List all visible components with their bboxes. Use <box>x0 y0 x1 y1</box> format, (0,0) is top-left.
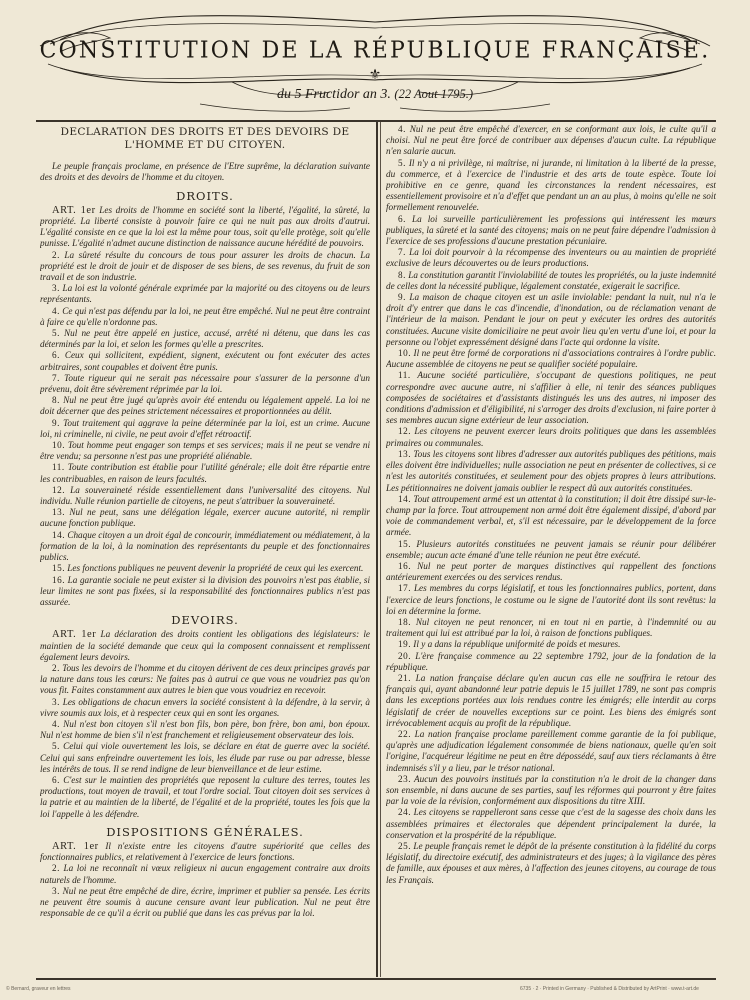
article-number: ART. 1er <box>52 629 97 641</box>
article <box>40 563 370 574</box>
declaration-title: DECLARATION DES DROITS ET DES DEVOIRS DE L'HOMME ET DU CITOYEN. <box>60 126 350 151</box>
article-text: Celui qui viole ouvertement les lois, se déclare en état de guerre avec la société. Celui qui sans enfreindre ouvertement les lois, les élude par ruse ou par adresse, blesse les intérêts de tous. Il se rend indigne de leur bienveillance et de leur estime. <box>40 741 370 774</box>
article-number: 8. <box>398 269 406 280</box>
article-number: 16. <box>398 560 411 571</box>
article-number: 8. <box>52 395 60 406</box>
article <box>386 583 716 617</box>
article-number: 2. <box>52 662 60 673</box>
article <box>40 328 370 350</box>
fleur-de-lis-icon: ⚜ <box>368 67 382 83</box>
article <box>40 719 370 741</box>
article-number: 14. <box>398 493 411 504</box>
article-text: Les fonctions publiques ne peuvent devenir la propriété de ceux qui les exercent. <box>67 563 364 574</box>
document-title: CONSTITUTION DE LA RÉPUBLIQUE FRANÇAISE. <box>39 37 711 64</box>
article-text: La loi ne reconnaît ni vœux religieux ni aucun engagement contraire aux droits naturels de l'homme. <box>40 863 370 885</box>
article <box>386 561 716 583</box>
article-text: Toute contribution est établie pour l'utilité générale; elle doit être répartie entre les contribuables, en raison de leurs facultés. <box>40 462 370 484</box>
article <box>40 485 370 507</box>
article-text: Aucun des pouvoirs institués par la constitution n'a le droit de la changer dans son ensemble, ni dans aucune de ses parties, sauf les réformes qui pourront y être faites par la voie de la révision, conformément aux dispositions du titre XIII. <box>386 773 716 807</box>
article-text: Nul ne peut être empêché de dire, écrire, imprimer et publier sa pensée. Les écrits ne peuvent être soumis à aucune censure avant leur publication. Nul ne peut être responsable de ce qu'il a écrit ou publié que dans les cas prévus par la loi. <box>40 885 370 919</box>
article-number: 6. <box>52 350 60 361</box>
article-number: 12. <box>52 484 65 495</box>
article-text: La nation française proclame pareillement comme garantie de la foi publique, qu'après une adjudication légalement consommée de biens nationaux, quelle qu'en soit l'origine, l'acquéreur légitime ne peut en être dépossédé, sauf aux tiers réclamants à être indemnisés s'il y a lieu, par le trésor national. <box>386 728 716 773</box>
article <box>386 214 716 248</box>
article-number: 3. <box>52 283 60 294</box>
article-text: Il y a dans la république uniformité de poids et mesures. <box>413 639 621 650</box>
article <box>386 247 716 269</box>
article-text: Les obligations de chacun envers la société consistent à la défendre, à la servir, à vivre soumis aux lois, et à respecter ceux qui en sont les organes. <box>40 696 370 718</box>
article <box>40 395 370 417</box>
article-number: ART. 1er <box>52 840 99 852</box>
article <box>386 673 716 729</box>
article-text: La sûreté résulte du concours de tous pour assurer les droits de chacun. La propriété est le droit de jouir et de disposer de ses biens, de ses revenus, du fruit de son travail et de son industrie. <box>40 249 370 283</box>
article <box>386 124 716 158</box>
article <box>40 283 370 305</box>
article <box>40 373 370 395</box>
article-number: 20. <box>398 650 411 661</box>
article-number: 12. <box>398 426 411 437</box>
article <box>40 205 370 250</box>
dispositions-continued-list <box>386 124 716 886</box>
article-number: 18. <box>398 616 411 627</box>
article <box>40 697 370 719</box>
article <box>386 651 716 673</box>
document-header <box>0 0 750 118</box>
article <box>40 775 370 820</box>
article-text: La loi surveille particulièrement les professions qui intéressent les mœurs publiques, la sûreté et la santé des citoyens; mais on ne peut faire dépendre l'admission à l'exercice de ses professions d'aucune prestation pécuniaire. <box>386 213 716 247</box>
article <box>40 418 370 440</box>
article-text: Tous les citoyens sont libres d'adresser aux autorités publiques des pétitions, mais elles doivent être individuelles; nulle association ne peut en présenter de collectives, si ce n'est les autorités constituées, et seulement pour des objets propres à leurs attributions. Les pétitionnaires ne doivent jamais oublier le respect dû aux autorités constituées. <box>386 448 716 493</box>
footer-publisher: 6735 · 2 · Printed in Germany · Published & Distributed by ArtPrint · www.t-art.de <box>520 986 699 992</box>
article <box>386 348 716 370</box>
article-number: 19. <box>398 639 411 650</box>
article-text: Nul ne peut être appelé en justice, accusé, arrêté ni détenu, que dans les cas déterminés par la loi, et selon les formes qu'elle a prescrites. <box>40 328 370 350</box>
article <box>386 270 716 292</box>
article-text: Nul ne peut être jugé qu'après avoir été entendu ou légalement appelé. La loi ne doit décerner que des peines strictement nécessaires et proportionnées au délit. <box>40 395 370 417</box>
article-number: 23. <box>398 773 411 784</box>
article-text: La déclaration des droits contient les obligations des législateurs: le maintien de la société demande que ceux qui la composent connaissent et remplissent également leurs devoirs. <box>40 629 370 662</box>
article-text: Nul ne peut, sans une délégation légale, exercer aucune autorité, ni remplir aucune fonction publique. <box>40 507 370 529</box>
article-number: 7. <box>52 372 60 383</box>
devoirs-heading: DEVOIRS. <box>171 613 239 628</box>
article-number: 24. <box>398 807 411 818</box>
article <box>386 617 716 639</box>
article-number: 14. <box>52 529 65 540</box>
article <box>386 729 716 774</box>
article-number: 4. <box>52 718 60 729</box>
article-number: 2. <box>52 863 60 874</box>
article-text: Nul n'est bon citoyen s'il n'est bon fils, bon père, bon frère, bon ami, bon époux. Nul n'est homme de bien s'il n'est franchement et religieusement observateur des lois. <box>40 718 370 741</box>
article <box>40 629 370 663</box>
article-text: Nul ne peut être empêché d'exercer, en se conformant aux lois, le culte qu'il a choisi. Nul ne peut être forcé de contribuer aux dépenses d'aucun culte. La république n'en salarie aucun. <box>386 124 716 157</box>
article-number: 5. <box>52 328 60 339</box>
article-number: 5. <box>52 741 60 752</box>
article <box>40 741 370 775</box>
article-text: Les droits de l'homme en société sont la liberté, l'égalité, la sûreté, la propriété. La liberté consiste à pouvoir faire ce qui ne nuit pas aux droits d'autrui. L'égalité consiste en ce que la loi est la même pour tous, soit qu'elle protège, soit qu'elle punisse. L'égalité n'admet aucune distinction de naissance aucune hérédité de pouvoirs. <box>40 204 370 249</box>
article <box>386 292 716 348</box>
article-number: 15. <box>398 538 411 549</box>
article-text: Il n'existe entre les citoyens d'autre supériorité que celles des fonctionnaires publics, et relativement à l'exercice de leurs fonctions. <box>40 840 370 863</box>
article <box>386 774 716 808</box>
article-text: La constitution garantit l'inviolabilité de toutes les propriétés, ou la juste indemnité de celles dont la nécessité publique, légalement constatée, exigerait le sacrifice. <box>386 269 716 291</box>
article-number: 11. <box>398 370 411 381</box>
droits-heading: DROITS. <box>176 188 234 203</box>
article-text: Plusieurs autorités constituées ne peuvent jamais se réunir pour délibérer ensemble; aucun acte émané d'une telle réunion ne peut être exécuté. <box>386 538 716 560</box>
article <box>40 530 370 564</box>
dispositions-heading: DISPOSITIONS GÉNÉRALES. <box>106 824 304 839</box>
column-divider-thin <box>380 122 381 977</box>
article <box>40 250 370 284</box>
article-number: 5. <box>398 157 406 168</box>
footer-engraver: © Bernard, graveur en lettres <box>6 986 71 992</box>
article <box>40 886 370 920</box>
article <box>40 841 370 863</box>
article-number: 4. <box>52 305 60 316</box>
article <box>40 350 370 372</box>
right-column <box>386 124 716 976</box>
article-number: 6. <box>398 213 406 224</box>
article-text: L'ère française commence au 22 septembre 1792, jour de la fondation de la république. <box>386 650 716 672</box>
article-number: 22. <box>398 728 411 739</box>
article-text: Tous les devoirs de l'homme et du citoyen dérivent de ces deux principes gravés par la nature dans tous les cœurs: Ne faites pas à autrui ce que vous ne voudriez pas qu'on vous fit. Faites constamment aux autres le bien que vous voudriez en recevoir. <box>40 662 370 696</box>
article-number: 11. <box>52 462 65 473</box>
article <box>386 426 716 448</box>
article-text: Aucune société particulière, s'occupant de questions politiques, ne peut correspondre avec aucune autre, ni s'affilier à elle, ni tenir des séances publiques composées de sociétaires et d'assistants distingués les uns des autres, ni imposer des conditions d'admission et d'éligibilité, ni s'arroger des droits d'exclusion, ni faire porter à ses membres aucun signe extérieur de leur association. <box>386 370 716 426</box>
article-text: Les citoyens ne peuvent exercer leurs droits politiques que dans les assemblées primaires ou communales. <box>386 426 716 448</box>
article-number: 25. <box>398 841 411 851</box>
article-text: La maison de chaque citoyen est un asile inviolable: pendant la nuit, nul n'a le droit d'y entrer que dans le cas d'incendie, d'inondation, ou de réclamation venant de l'intérieur de la maison. Pendant le jour on peut y exécuter les ordres des autorités constituées. Aucune visite domiciliaire ne peut avoir lieu qu'en vertu d'une loi, et pour la personne ou l'objet expressément désigné dans l'acte qui ordonne la visite. <box>386 292 716 347</box>
preamble: Le peuple français proclame, en présence de l'Etre suprême, la déclaration suivante des droits et des devoirs de l'homme et du citoyen. <box>40 161 370 183</box>
article-number: 16. <box>52 574 65 585</box>
article-number: 4. <box>398 124 406 134</box>
article-text: La loi est la volonté générale exprimée par la majorité ou des citoyens ou de leurs représentants. <box>40 283 370 305</box>
article <box>386 539 716 561</box>
article-text: La garantie sociale ne peut exister si la division des pouvoirs n'est pas établie, si leur limites ne sont pas fixées, si la responsabilité des fonctionnaires publics n'est pas assurée. <box>40 574 370 607</box>
article <box>40 507 370 529</box>
article-text: Nul citoyen ne peut renoncer, ni en tout ni en partie, à l'indemnité ou au traitement qui lui est attribué par la loi, à raison de fonctions publiques. <box>386 616 716 639</box>
article-text: Toute rigueur qui ne serait pas nécessaire pour s'assurer de la personne d'un prévenu, doit être sévèrement réprimée par la loi. <box>40 372 370 395</box>
article <box>386 841 716 886</box>
article <box>386 494 716 539</box>
column-divider <box>376 122 378 977</box>
article-text: Tout attroupement armé est un attentat à la constitution; il doit être dissipé sur-le-champ par la force. Tout attroupement non armé doit être également dissipé, d'abord par voie de commandement verbal, et, s'il est nécessaire, par le développement de la force armée. <box>386 493 716 538</box>
article-text: Le peuple français remet le dépôt de la présente constitution à la fidélité du corps législatif, du directoire exécutif, des administrateurs et des juges; à la vigilance des pères de famille, aux épouses et aux mères, à l'affection des jeunes citoyens, au courage de tous les Français. <box>386 841 716 885</box>
article <box>386 158 716 214</box>
article-number: 9. <box>52 417 60 428</box>
article-text: Ceux qui sollicitent, expédient, signent, exécutent ou font exécuter des actes arbitraires, sont coupables et doivent être punis. <box>40 350 370 372</box>
article-text: Chaque citoyen a un droit égal de concourir, immédiatement ou médiatement, à la formation de la loi, à la nomination des représentants du peuple et des fonctionnaires publics. <box>40 529 370 563</box>
article-number: 13. <box>398 448 411 459</box>
article <box>386 449 716 494</box>
article-text: Les membres du corps législatif, et tous les fonctionnaires publics, portent, dans l'exercice de leurs fonctions, le costume ou le signe de l'autorité dont ils sont revêtus: la loi en détermine la forme. <box>386 583 716 616</box>
article <box>40 663 370 697</box>
article-number: 13. <box>52 507 65 518</box>
subtitle-date: (22 Aout 1795.) <box>394 87 474 101</box>
left-column <box>40 124 370 976</box>
article <box>386 807 716 841</box>
subtitle-fructidor: du 5 Fructidor an 3. <box>276 87 391 102</box>
article <box>40 440 370 462</box>
article-text: La souveraineté réside essentiellement dans l'universalité des citoyens. Nul individu. Nulle réunion partielle de citoyens, ne peut s'attribuer la souveraineté. <box>40 484 370 507</box>
article-number: 7. <box>398 247 406 258</box>
droits-list <box>40 205 370 608</box>
article-text: La loi doit pourvoir à la récompense des inventeurs ou au maintien de propriété exclusive de leurs découvertes ou de leurs productions. <box>386 247 716 269</box>
article-text: Il ne peut être formé de corporations ni d'associations contraires à l'ordre public. Aucune assemblée de citoyens ne peut se qualifier société populaire. <box>386 348 716 370</box>
article-number: 21. <box>398 672 411 683</box>
article <box>40 575 370 609</box>
bottom-rule <box>36 978 716 980</box>
article-number: 10. <box>398 348 411 359</box>
article-number: 3. <box>52 885 60 896</box>
article <box>40 306 370 328</box>
article-text: La nation française déclare qu'en aucun cas elle ne souffrira le retour des français qui, ayant abandonné leur patrie depuis le 15 juillet 1789, ne sont pas compris dans les exceptions portées aux lois rendues contre les émigrés; elle interdit au corps législatif de créer de nouvelles exceptions sur ce point. Les biens des émigrés sont irrévocablement acquis au profit de la république. <box>386 672 716 728</box>
article <box>386 370 716 426</box>
article-number: ART. 1er <box>52 204 96 216</box>
article-text: Tout traitement qui aggrave la peine déterminée par la loi, est un crime. Aucune loi, ni criminelle, ni civile, ne peut avoir d'effet rétroactif. <box>40 417 370 439</box>
article <box>386 639 716 650</box>
article-text: Tout homme peut engager son temps et ses services; mais il ne peut se vendre ni être vendu; sa personne n'est pas une propriété aliénable. <box>40 440 370 462</box>
article-number: 3. <box>52 696 60 707</box>
article-number: 10. <box>52 440 65 451</box>
article <box>40 462 370 484</box>
article-number: 2. <box>52 249 60 260</box>
article-number: 9. <box>398 292 406 303</box>
article-text: Les citoyens se rappelleront sans cesse que c'est de la sagesse des choix dans les assemblées primaires et électorales que dépendent principalement la durée, la conservation et la prospérité de la république. <box>386 807 716 840</box>
article-number: 17. <box>398 583 411 594</box>
devoirs-list <box>40 629 370 819</box>
article-number: 6. <box>52 774 60 785</box>
article-number: 15. <box>52 563 65 574</box>
article-text: Ce qui n'est pas défendu par la loi, ne peut être empêché. Nul ne peut être contraint à faire ce qu'elle n'ordonne pas. <box>40 305 370 327</box>
dispositions-list <box>40 841 370 919</box>
document-subtitle <box>0 87 750 103</box>
article-text: Il n'y a ni privilège, ni maîtrise, ni jurande, ni limitation à la liberté de la presse, du commerce, et à l'exercice de l'industrie et des arts de toute espèce. Toute loi prohibitive en ce genre, quand les circonstances la rendent nécessaires, est essentiellement provisoire et n'a d'effet que pendant un an au plus, à moins qu'elle ne soit formellement renouvelée. <box>386 157 716 213</box>
article <box>40 863 370 885</box>
article-text: Nul ne peut porter de marques distinctives qui rappellent des fonctions antérieurement exercées ou des services rendus. <box>386 560 716 583</box>
article-text: C'est sur le maintien des propriétés que reposent la culture des terres, toutes les productions, tout moyen de travail, et tout l'ordre social. Tout citoyen doit ses services à la patrie et au maintien de la liberté, de l'égalité et de la propriété, toutes les fois que la loi l'appelle à les défendre. <box>40 774 370 819</box>
